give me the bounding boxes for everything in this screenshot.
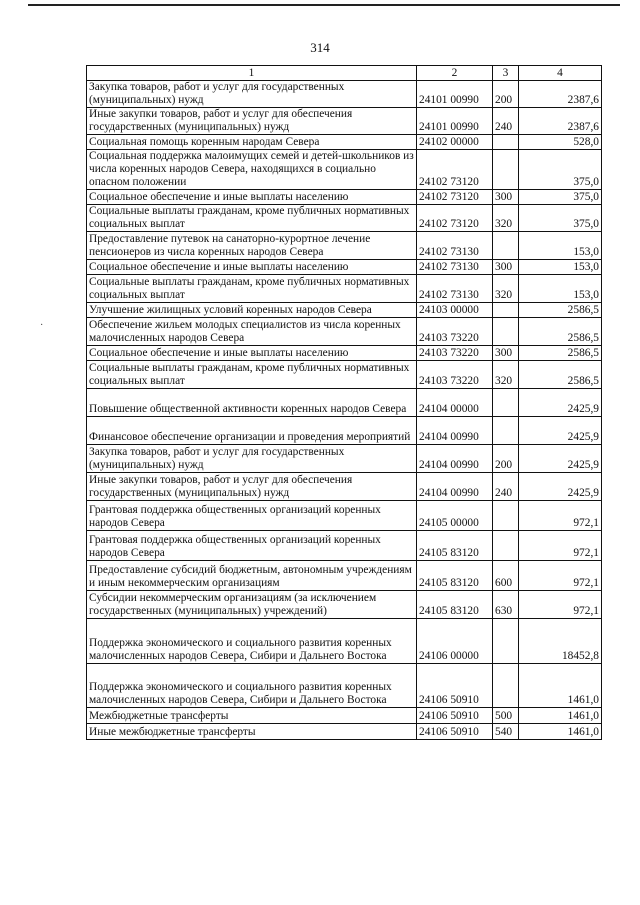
row-amount-cell: 2387,6 [519, 108, 602, 135]
table-row [87, 591, 602, 619]
table-row [87, 260, 602, 275]
table-row [87, 205, 602, 232]
row-type-cell: 240 [493, 473, 519, 501]
table-row [87, 664, 602, 708]
row-code-cell: 24103 73220 [417, 361, 493, 389]
row-amount-cell: 375,0 [519, 190, 602, 205]
table-row [87, 190, 602, 205]
row-amount-cell: 2586,5 [519, 346, 602, 361]
row-code-cell: 24102 73130 [417, 232, 493, 260]
row-code-cell: 24104 00990 [417, 417, 493, 445]
table-row [87, 445, 602, 473]
row-name-cell: Социальные выплаты гражданам, кроме публичных нормативных социальных выплат [87, 205, 417, 232]
row-name-cell: Иные межбюджетные трансферты [87, 724, 417, 740]
row-name-cell: Социальное обеспечение и иные выплаты населению [87, 346, 417, 361]
row-name-cell: Поддержка экономического и социального развития коренных малочисленных народов Севера, Сибири и Дальнего Востока [87, 619, 417, 664]
row-amount-cell: 528,0 [519, 135, 602, 150]
table-row [87, 303, 602, 318]
table-row [87, 417, 602, 445]
table-row [87, 361, 602, 389]
row-type-cell: 320 [493, 205, 519, 232]
table-row [87, 473, 602, 501]
row-code-cell: 24105 83120 [417, 531, 493, 561]
row-amount-cell: 1461,0 [519, 664, 602, 708]
row-code-cell: 24103 73220 [417, 346, 493, 361]
row-type-cell: 630 [493, 591, 519, 619]
row-type-cell [493, 135, 519, 150]
row-amount-cell: 2425,9 [519, 389, 602, 417]
table-row [87, 531, 602, 561]
row-name-cell: Поддержка экономического и социального развития коренных малочисленных народов Севера, Сибири и Дальнего Востока [87, 664, 417, 708]
table-row [87, 561, 602, 591]
row-type-cell [493, 417, 519, 445]
row-amount-cell: 153,0 [519, 275, 602, 303]
row-code-cell: 24106 50910 [417, 708, 493, 724]
row-name-cell: Предоставление путевок на санаторно-курортное лечение пенсионеров из числа коренных народов Севера [87, 232, 417, 260]
row-amount-cell: 375,0 [519, 150, 602, 190]
table-body [87, 81, 602, 740]
table-row [87, 724, 602, 740]
row-name-cell: Закупка товаров, работ и услуг для государственных (муниципальных) нужд [87, 81, 417, 108]
row-amount-cell: 2586,5 [519, 303, 602, 318]
row-name-cell: Социальные выплаты гражданам, кроме публичных нормативных социальных выплат [87, 275, 417, 303]
row-code-cell: 24103 00000 [417, 303, 493, 318]
row-type-cell: 200 [493, 445, 519, 473]
row-name-cell: Закупка товаров, работ и услуг для государственных (муниципальных) нужд [87, 445, 417, 473]
row-type-cell: 600 [493, 561, 519, 591]
row-type-cell [493, 232, 519, 260]
table-row [87, 389, 602, 417]
table-row [87, 275, 602, 303]
row-amount-cell: 2425,9 [519, 473, 602, 501]
row-code-cell: 24102 00000 [417, 135, 493, 150]
table-row [87, 501, 602, 531]
row-name-cell: Социальная помощь коренным народам Севера [87, 135, 417, 150]
row-name-cell: Социальная поддержка малоимущих семей и детей-школьников из числа коренных народов Севера, находящихся в социально опасном положении [87, 150, 417, 190]
row-amount-cell: 972,1 [519, 531, 602, 561]
row-amount-cell: 153,0 [519, 232, 602, 260]
row-code-cell: 24102 73120 [417, 190, 493, 205]
row-type-cell: 240 [493, 108, 519, 135]
table-row [87, 81, 602, 108]
table-row [87, 318, 602, 346]
row-type-cell: 320 [493, 275, 519, 303]
row-amount-cell: 972,1 [519, 591, 602, 619]
table-row [87, 708, 602, 724]
row-type-cell: 320 [493, 361, 519, 389]
row-type-cell: 300 [493, 346, 519, 361]
row-amount-cell: 2387,6 [519, 81, 602, 108]
column-header: 1 [87, 66, 417, 81]
row-amount-cell: 972,1 [519, 501, 602, 531]
page-number: 314 [310, 40, 330, 55]
row-amount-cell: 1461,0 [519, 724, 602, 740]
row-type-cell [493, 501, 519, 531]
row-amount-cell: 2425,9 [519, 417, 602, 445]
table-row [87, 135, 602, 150]
row-code-cell: 24104 00990 [417, 445, 493, 473]
table-row [87, 619, 602, 664]
row-name-cell: Межбюджетные трансферты [87, 708, 417, 724]
row-name-cell: Повышение общественной активности коренных народов Севера [87, 389, 417, 417]
row-code-cell: 24106 50910 [417, 724, 493, 740]
row-code-cell: 24104 00000 [417, 389, 493, 417]
row-amount-cell: 153,0 [519, 260, 602, 275]
row-code-cell: 24105 83120 [417, 561, 493, 591]
budget-table [86, 65, 602, 740]
row-name-cell: Иные закупки товаров, работ и услуг для обеспечения государственных (муниципальных) нужд [87, 108, 417, 135]
row-code-cell: 24103 73220 [417, 318, 493, 346]
row-type-cell: 300 [493, 190, 519, 205]
row-code-cell: 24102 73120 [417, 205, 493, 232]
column-header: 4 [519, 66, 602, 81]
row-name-cell: Субсидии некоммерческим организациям (за исключением государственных (муниципальных) учреждений) [87, 591, 417, 619]
row-amount-cell: 1461,0 [519, 708, 602, 724]
row-code-cell: 24106 00000 [417, 619, 493, 664]
row-name-cell: Социальное обеспечение и иные выплаты населению [87, 190, 417, 205]
row-name-cell: Грантовая поддержка общественных организаций коренных народов Севера [87, 501, 417, 531]
row-name-cell: Социальное обеспечение и иные выплаты населению [87, 260, 417, 275]
row-type-cell [493, 619, 519, 664]
row-amount-cell: 18452,8 [519, 619, 602, 664]
row-type-cell [493, 664, 519, 708]
row-code-cell: 24102 73120 [417, 150, 493, 190]
row-type-cell [493, 318, 519, 346]
row-amount-cell: 375,0 [519, 205, 602, 232]
row-code-cell: 24102 73130 [417, 275, 493, 303]
row-type-cell [493, 303, 519, 318]
row-code-cell: 24101 00990 [417, 81, 493, 108]
row-type-cell [493, 150, 519, 190]
row-code-cell: 24104 00990 [417, 473, 493, 501]
column-header: 2 [417, 66, 493, 81]
row-code-cell: 24105 00000 [417, 501, 493, 531]
row-code-cell: 24101 00990 [417, 108, 493, 135]
row-type-cell: 540 [493, 724, 519, 740]
row-name-cell: Социальные выплаты гражданам, кроме публичных нормативных социальных выплат [87, 361, 417, 389]
row-name-cell: Финансовое обеспечение организации и проведения мероприятий [87, 417, 417, 445]
column-header: 3 [493, 66, 519, 81]
row-type-cell: 200 [493, 81, 519, 108]
row-type-cell: 300 [493, 260, 519, 275]
row-name-cell: Иные закупки товаров, работ и услуг для обеспечения государственных (муниципальных) нужд [87, 473, 417, 501]
table-row [87, 108, 602, 135]
table-header-row [87, 66, 602, 81]
table-row [87, 232, 602, 260]
margin-mark: · [40, 320, 44, 331]
row-code-cell: 24105 83120 [417, 591, 493, 619]
top-rule [28, 4, 620, 6]
row-name-cell: Предоставление субсидий бюджетным, автономным учреждениям и иным некоммерческим организациям [87, 561, 417, 591]
row-code-cell: 24102 73130 [417, 260, 493, 275]
row-name-cell: Улучшение жилищных условий коренных народов Севера [87, 303, 417, 318]
table-row [87, 346, 602, 361]
row-type-cell [493, 389, 519, 417]
table-row [87, 150, 602, 190]
row-amount-cell: 2586,5 [519, 361, 602, 389]
row-amount-cell: 2425,9 [519, 445, 602, 473]
row-code-cell: 24106 50910 [417, 664, 493, 708]
row-type-cell: 500 [493, 708, 519, 724]
row-amount-cell: 972,1 [519, 561, 602, 591]
row-name-cell: Обеспечение жильем молодых специалистов из числа коренных малочисленных народов Севера [87, 318, 417, 346]
row-amount-cell: 2586,5 [519, 318, 602, 346]
row-name-cell: Грантовая поддержка общественных организаций коренных народов Севера [87, 531, 417, 561]
row-type-cell [493, 531, 519, 561]
